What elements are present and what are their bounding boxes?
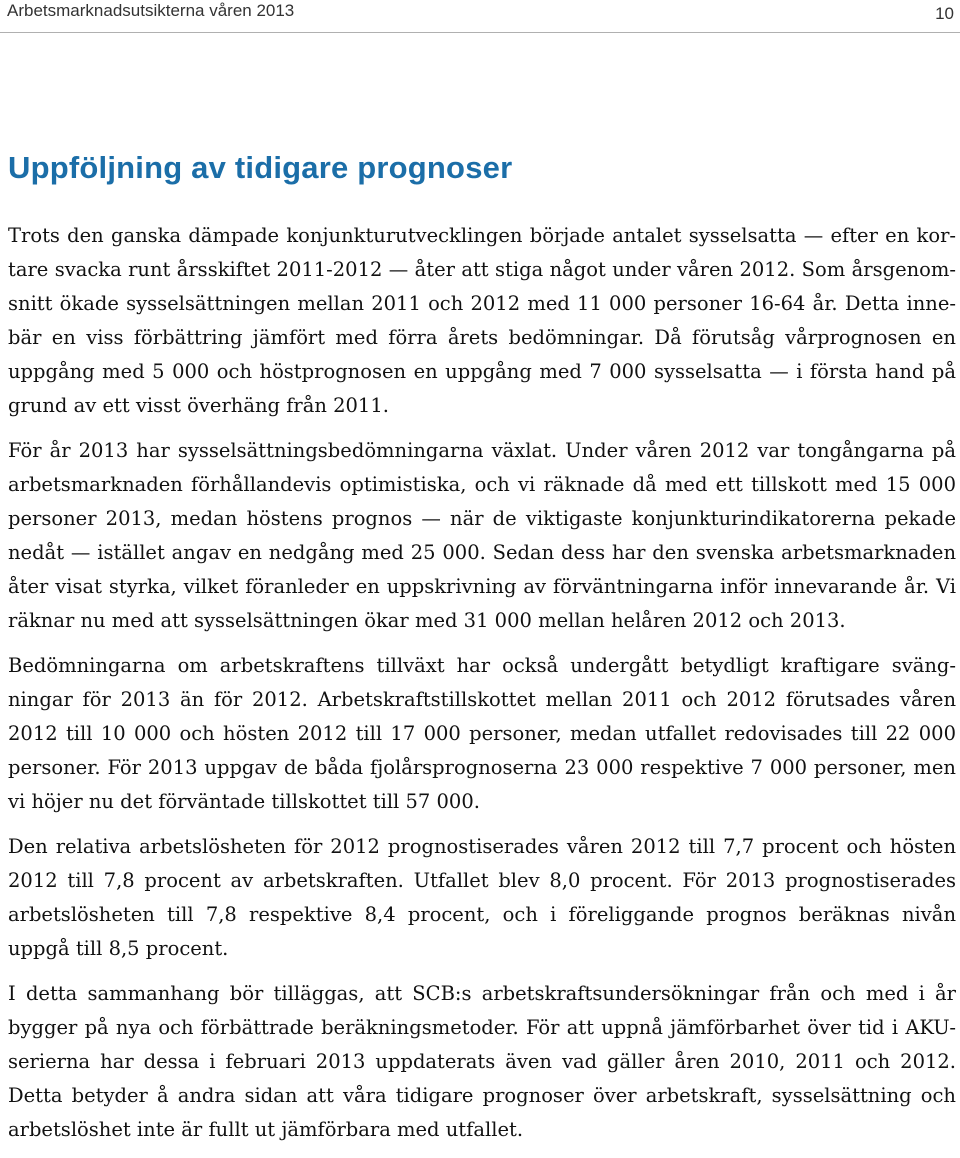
paragraph-unemployment: Den relativa arbetslösheten för 2012 prognostiserades våren 2012 till 7,7 procent och hösten 2012 till 7,8 procent av arbetskraften. Utfallet blev 8,0 procent. För 2013 prognostiserades arbetslösheten till 7,8 respektive 8,4 procent, och i föreliggande prognos beräknas nivån uppgå till 8,5 procent. (8, 835, 956, 960)
document-title: Arbetsmarknadsutsikterna våren 2013 (7, 1, 295, 20)
paragraph-employment-2012: Trots den ganska dämpade konjunkturutvecklingen började antalet sysselsatta — efter en kortare svacka runt årsskiftet 2011-2012 — åter att stiga något under våren 2012. Som årsgenomsnitt ökade sysselsättningen mellan 2011 och 2012 med 11 000 personer 16-64 år. Detta innebär en viss förbättring jämfört med förra årets bedömningar. Då förutsåg vårprognosen en uppgång med 5 000 och höstprognosen en uppgång med 7 000 sysselsatta — i första hand på grund av ett visst överhäng från 2011. (8, 224, 956, 417)
paragraph-employment-2013: För år 2013 har sysselsättningsbedömningarna växlat. Under våren 2012 var tongångarna på arbetsmarknaden förhållandevis optimistiska, och vi räknade då med ett tillskott med 15 000 personer 2013, medan höstens prognos — när de viktigaste konjunkturindikatorerna pekade nedåt — istället angav en nedgång med 25 000. Sedan dess har den svenska arbetsmarknaden åter visat styrka, vilket föranleder en uppskrivning av förväntningarna inför innevarande år. Vi räknar nu med att sysselsättningen ökar med 31 000 mellan helåren 2012 och 2013. (8, 439, 956, 632)
page-number: 10 (935, 4, 954, 23)
running-header (0, 0, 960, 33)
body-text (8, 219, 956, 1158)
paragraph-labour-force: Bedömningarna om arbetskraftens tillväxt har också undergått betydligt kraftigare svängningar för 2013 än för 2012. Arbetskraftstillskottet mellan 2011 och 2012 förutsades våren 2012 till 10 000 och hösten 2012 till 17 000 personer, medan utfallet redovisades till 22 000 personer. För 2013 uppgav de båda fjolårsprognoserna 23 000 respektive 7 000 personer, men vi höjer nu det förväntade tillskottet till 57 000. (8, 654, 956, 813)
section-heading: Uppföljning av tidigare prognoser (8, 150, 513, 185)
paragraph-aku-methods: I detta sammanhang bör tilläggas, att SCB:s arbetskraftsundersökningar från och med i år bygger på nya och förbättrade beräkningsmetoder. För att uppnå jämförbarhet över tid i AKU-serierna har dessa i februari 2013 uppdaterats även vad gäller åren 2010, 2011 och 2012. Detta betyder å andra sidan att våra tidigare prognoser över arbetskraft, sysselsättning och arbetslöshet inte är fullt ut jämförbara med utfallet. (8, 982, 956, 1141)
